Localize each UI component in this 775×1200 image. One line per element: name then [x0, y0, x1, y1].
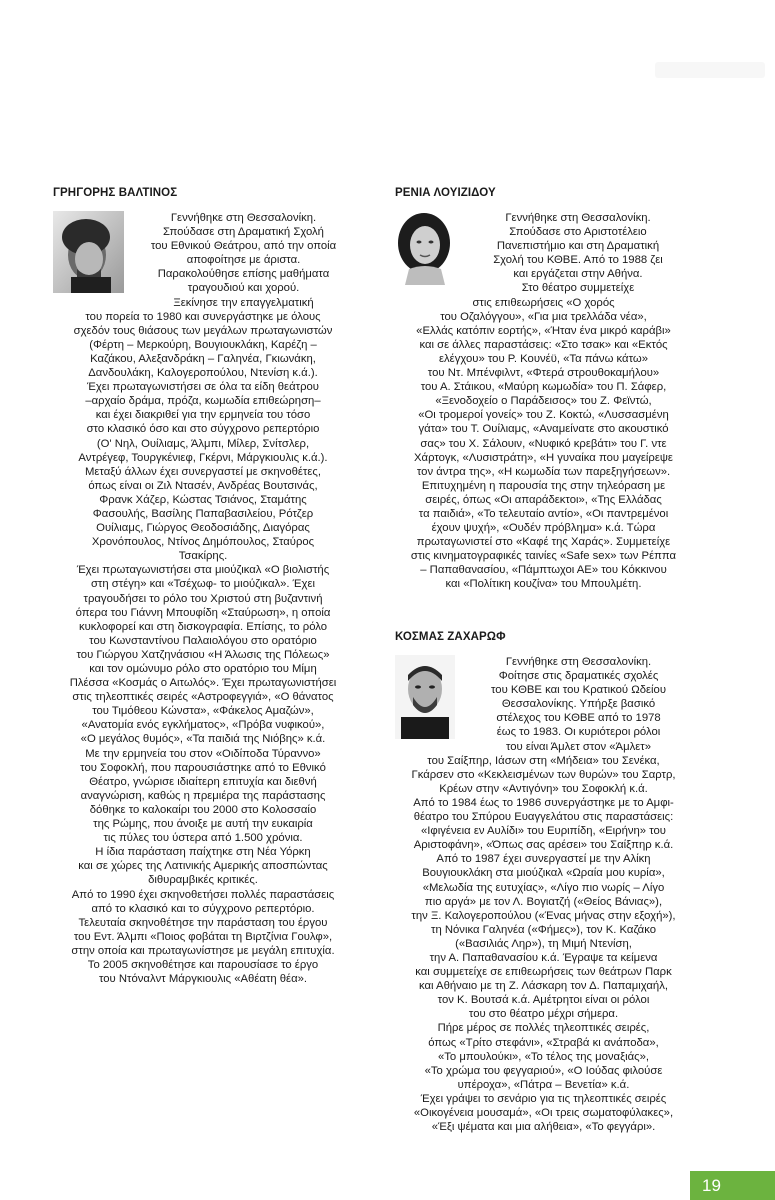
bio-line: όπως είναι οι Ζιλ Ντασέν, Ανδρέας Βουτσινάς, — [88, 479, 318, 492]
bio-line: Με την ερμηνεία του στον «Οιδίποδα Τύραννο» — [85, 747, 321, 760]
portrait-photo-zaharof — [395, 655, 455, 739]
bio-line: Έχει πρωταγωνιστήσει σε όλα τα είδη θεάτρου — [87, 381, 319, 394]
bio-line: όπως «Τρίτο στεφάνι», «Στραβά κι ανάποδα», — [428, 1036, 659, 1049]
bio-line: τραγουδήσει το ρόλο του Χριστού στη βυζαντινή — [83, 592, 323, 605]
bio-name: ΡΕΝΙΑ ΛΟΥΙΖΙΔΟΥ — [395, 187, 496, 199]
bio-line: της Ρώμης, που άνοιξε με αυτή την ευκαιρία — [93, 818, 313, 831]
bio-line: Καζάκου, Αλεξανδράκη – Γαληνέα, Γκιωνάκη, — [90, 352, 316, 365]
bio-line: Σχολή του ΚΘΒΕ. Από το 1988 ζει — [493, 254, 663, 267]
bio-line: στο κλασικό όσο και στο σύγχρονο ρεπερτόριο — [86, 423, 320, 436]
bio-line: Πανεπιστήμιο και στη Δραματική — [496, 240, 660, 253]
bio-line: και Αθήναιο με τη Ζ. Λάσκαρη τον Δ. Παπαμιχαήλ, — [418, 980, 668, 993]
bio-text — [53, 211, 353, 986]
bio-line: Ουίλιαμς, Γιώργος Θεοδοσιάδης, Διαγόρας — [96, 522, 310, 535]
bio-line: του Εντ. Άλμπι «Ποιος φοβάται τη Βιρτζίνια Γουλφ», — [73, 930, 333, 943]
bio-line: γάτα» του Τ. Ουίλιαμς, «Αναμείνατε στο ακουστικό — [418, 423, 669, 436]
bio-line: Γεννήθηκε στη Θεσσαλονίκη. — [505, 212, 651, 224]
bio-line: «Το χρώμα του φεγγαριού», «Ο Ιούδας φιλούσε — [424, 1064, 663, 1077]
bio-line: και εργάζεται στην Αθήνα. — [513, 268, 643, 281]
bio-text — [395, 655, 692, 1134]
bio-line: στην οποία και πρωταγωνίστησε με μεγάλη επιτυχία. — [71, 944, 335, 957]
bio-line: τον άντρα της», «Η κωμωδία των παρεξηγήσεων». — [416, 465, 671, 478]
bio-line: στις κινηματογραφικές ταινίες «Safe sex» των Ρέππα — [410, 550, 677, 563]
bio-line: (Ο' Νηλ, Ουίλιαμς, Άλμπι, Μίλερ, Σνίτσλερ, — [96, 437, 310, 450]
bio-line: Φοίτησε στις δραματικές σχολές — [498, 670, 659, 683]
bio-valtinos — [53, 186, 353, 986]
bio-line: «Ελλάς κατόπιν εορτής», «Ήταν ένα μικρό καράβι» — [416, 324, 671, 337]
bio-line: Αντρέγεφ, Τουργκένιεφ, Γκέρνι, Μάργκιουλις κ.ά.). — [78, 451, 328, 464]
bio-line: και τον ομώνυμο ρόλο στο ορατόριο του Μίμη — [89, 663, 317, 675]
bio-name: ΓΡΗΓΟΡΗΣ ΒΑΛΤΙΝΟΣ — [53, 187, 178, 199]
page-number-tab — [690, 1171, 775, 1200]
bio-line: τραγουδιού και χορού. — [187, 282, 300, 295]
bio-line: δόθηκε το καλοκαίρι του 2000 στο Κολοσσαίο — [89, 803, 317, 816]
bio-line: Χάρτογκ, «Λυσιστράτη», «Η γυναίκα που μαγείρεψε — [414, 451, 673, 464]
bio-line: του πορεία το 1980 και συνεργάστηκε με όλους — [85, 310, 321, 323]
bio-line: ελέγχου» του Ρ. Κουνέϋ, «Τα πάνω κάτω» — [439, 352, 648, 365]
bio-line: όπερα του Γιάννη Μπουφίδη «Σταύρωση», η οποία — [75, 606, 331, 619]
bio-louizidou — [395, 186, 692, 592]
bio-line: του Ντόναλντ Μάργκιουλις «Αθέατη θέα». — [98, 973, 308, 986]
bio-line: τα παιδιά», «Το τελευταίο αντίο», «Οι παντρεμένοι — [418, 507, 669, 520]
portrait-photo-valtinos — [53, 211, 124, 293]
bio-line: Έχει γράψει το σενάριο για τις τηλεοπτικές σειρές — [420, 1092, 667, 1105]
bio-line: Τελευταία σκηνοθέτησε την παράσταση του έργου — [78, 916, 328, 929]
bio-line: του Σαίξπηρ, Ιάσων στη «Μήδεια» του Σενέκα, — [427, 754, 660, 767]
bio-line: – Παπαθανασίου, «Πάμπτωχοι ΑΕ» του Κόκκινου — [420, 564, 667, 577]
bio-name: ΚΟΣΜΑΣ ΖΑΧΑΡΩΦ — [395, 631, 506, 643]
bio-line: «Το μπουλούκι», «Το τέλος της μοναξιάς», — [437, 1050, 650, 1063]
bio-line: του Οζαλόγγου», «Για μια τρελλάδα νέα», — [440, 310, 647, 323]
bio-line: Φασουλής, Βασίλης Παπαβασιλείου, Ρότζερ — [92, 507, 314, 520]
bio-line: Πήρε μέρος σε πολλές τηλεοπτικές σειρές, — [437, 1022, 650, 1035]
bio-line: Γεννήθηκε στη Θεσσαλονίκη. — [170, 212, 317, 224]
bio-line: Θέατρο, γνώρισε ιδιαίτερη επιτυχία και διεθνή — [89, 775, 317, 788]
bio-line: Ξεκίνησε την επαγγελματική — [173, 296, 314, 309]
bio-line: του Α. Στάικου, «Μαύρη κωμωδία» του Π. Σάφερ, — [420, 381, 667, 394]
bio-line: του Κωνσταντίνου Παλαιολόγου στο ορατόριο — [89, 634, 317, 647]
bio-line: στέλεχος του ΚΘΒΕ από το 1978 — [496, 712, 661, 725]
bio-line: Από το 1990 έχει σκηνοθετήσει πολλές παραστάσεις — [71, 888, 335, 901]
bio-line: έως το 1983. Οι κυριότεροι ρόλοι — [496, 726, 661, 739]
bio-line: «Ανατομία ενός εγκλήματος», «Πρόβα νυφικού», — [81, 719, 325, 732]
bio-line: και σε άλλες παραστάσεις: «Στο τσακ» και «Εκτός — [419, 338, 668, 351]
bio-line: την Α. Παπαθανασίου κ.ά. Έγραψε τα κείμενα — [429, 951, 658, 964]
bio-line: του ΚΘΒΕ και του Κρατικού Ωδείου — [491, 684, 666, 697]
bio-line: πρωταγωνιστεί στο «Καφέ της Χαράς». Συμμετείχε — [416, 536, 671, 549]
bio-line: Κρέων στην «Αντιγόνη» του Σοφοκλή κ.ά. — [439, 782, 648, 795]
bio-line: την Ξ. Καλογεροπούλου («Ένας μήνας στην εξοχή»), — [411, 909, 676, 922]
bio-line: «Ξενοδοχείο ο Παράδεισος» του Ζ. Φεϊντώ, — [435, 395, 652, 408]
bio-line: Δανδουλάκη, Καλογεροπούλου, Ντενίση κ.ά.). — [88, 367, 318, 380]
bio-line: σχεδόν τους θιάσους των μεγάλων πρωταγωνιστών — [73, 324, 333, 337]
bio-line: Η ίδια παράσταση παίχτηκε στη Νέα Υόρκη — [95, 846, 311, 859]
bio-line: και συμμετείχε σε επιθεωρήσεις των θεάτρων Παρκ — [415, 966, 672, 979]
bio-line: Πλέσσα «Κοσμάς ο Αιτωλός». Έχει πρωταγωνιστήσει — [69, 677, 337, 690]
bio-line: (Φέρτη – Μερκούρη, Βουγιουκλάκη, Καρέζη – — [89, 338, 317, 351]
bio-line: και έχει διακριθεί για την ερμηνεία του τόσο — [95, 409, 311, 422]
bio-line: του είναι Άμλετ στον «Άμλετ» — [505, 740, 652, 753]
bio-line: Θεσσαλονίκης. Υπήρξε βασικό — [501, 698, 656, 711]
bio-line: θέατρο του Σπύρου Ευαγγελάτου στις παραστάσεις: — [413, 811, 674, 824]
bio-line: διθυραμβικές κριτικές. — [148, 874, 258, 887]
bio-line: («Βασιλιάς Ληρ»), τη Μιμή Ντενίση, — [455, 937, 632, 950]
bio-line: τις πύλες του ύστερα από 1.500 χρόνια. — [103, 832, 303, 845]
bio-line: πιο αργά» με τον Λ. Βογιατζή («Θείος Βάνιας»), — [424, 895, 663, 908]
bio-line: στη στέγη» και «Τσέχωφ- το μιούζικαλ». Έχει — [90, 578, 316, 591]
bio-line: Στο θέατρο συμμετείχε — [521, 282, 635, 295]
bio-line: Μεταξύ άλλων έχει συνεργαστεί με σκηνοθέτες, — [84, 465, 322, 478]
bio-line: Από το 1987 έχει συνεργαστεί με την Αλίκη — [436, 853, 651, 866]
bio-line: Έχει πρωταγωνιστήσει στα μιούζικαλ «Ο βιολιστής — [76, 564, 330, 577]
bio-line: «Οικογένεια μουσαμά», «Οι τρεις σωματοφύλακες», — [413, 1107, 674, 1119]
bio-line: Σπούδασε στη Δραματική Σχολή — [163, 226, 324, 239]
bio-line: Βουγιουκλάκη στα μιούζικαλ «Ωραία μου κυρία», — [422, 867, 665, 880]
bio-line: αναγνώριση, καθώς η πρεμιέρα της παράστασης — [80, 789, 326, 802]
bio-line: –αρχαίο δράμα, πρόζα, κωμωδία επιθεώρηση– — [85, 395, 321, 408]
bio-text — [395, 211, 692, 592]
bio-line: έχουν ψυχή», «Ουδέν πρόβλημα» κ.ά. Τώρα — [431, 522, 656, 535]
bio-line: και σε χώρες της Λατινικής Αμερικής αποσπώντας — [78, 860, 328, 873]
bio-line: «Έξι ψέματα και μια αλήθεια», «Το φεγγάρι». — [431, 1121, 656, 1134]
faint-scan-artifact — [655, 62, 765, 78]
bio-line: Παρακολούθησε επίσης μαθήματα — [157, 268, 330, 281]
bio-line: «Οι τρομεροί γονείς» του Ζ. Κοκτώ, «Λυσσασμένη — [418, 409, 669, 422]
page-number: 19 — [702, 1175, 721, 1195]
bio-line: στις τηλεοπτικές σειρές «Αστροφεγγιά», «Ο θάνατος — [72, 691, 334, 704]
bio-line: από το κλασικό και το σύγχρονο ρεπερτόριο. — [91, 902, 315, 915]
bio-line: «Ο μεγάλος θυμός», «Τα παιδιά της Νιόβης» κ.ά. — [80, 733, 326, 746]
bio-line: κυκλοφορεί και στη δισκογραφία. Επίσης, το ρόλο — [78, 620, 328, 633]
bio-line: του Εθνικού Θεάτρου, από την οποία — [150, 240, 337, 253]
bio-line: Γκάρσεν στο «Κεκλεισμένων των θυρών» του Σαρτρ, — [411, 768, 676, 781]
portrait-photo-louizidou — [395, 211, 454, 285]
bio-line: του Σοφοκλή, που παρουσιάστηκε από το Εθνικό — [80, 761, 326, 774]
bio-line: «Μελωδία της ευτυχίας», «Λίγο πιο νωρίς – Λίγο — [422, 881, 665, 894]
bio-line: Επιτυχημένη η παρουσία της στην τηλεόραση με — [421, 479, 666, 492]
bio-line: Χρονόπουλος, Ντίνος Δημόπουλος, Σταύρος — [91, 536, 315, 549]
bio-line: σειρές, όπως «Οι απαράδεκτοι», «Της Ελλάδας — [425, 493, 662, 506]
bio-line: Αριστοφάνη», «Όπως σας αρέσει» του Σαίξπηρ κ.ά. — [413, 839, 674, 852]
bio-line: του στο θέατρο μέχρι σήμερα. — [468, 1008, 619, 1021]
bio-line: Σπούδασε στο Αριστοτέλειο — [509, 226, 647, 239]
bio-line: του Τιμόθεου Κώνστα», «Φάκελος Αμαζών», — [92, 705, 314, 718]
bio-line: «Ιφιγένεια εν Αυλίδι» του Ευριπίδη, «Ειρήνη» του — [421, 825, 666, 838]
bio-line: σας» του Χ. Σάλουιν, «Νυφικό κρεβάτι» του Γ. ντε — [420, 437, 667, 450]
bio-line: του Γιώργου Χατζηνάσιου «Η Άλωσις της Πόλεως» — [76, 648, 330, 661]
bio-zaharof — [395, 630, 692, 1134]
bio-line: υπέροχα», «Πάτρα – Βενετία» κ.ά. — [457, 1078, 630, 1091]
bio-line: τον Κ. Βουτσά κ.ά. Αμέτρητοι είναι οι ρόλοι — [437, 994, 650, 1007]
bio-line: αποφοίτησε με άριστα. — [186, 254, 301, 267]
bio-line: Τσακίρης. — [178, 550, 228, 563]
bio-line: Το 2005 σκηνοθέτησε και παρουσίασε το έργο — [87, 958, 319, 971]
bio-line: τη Νόνικα Γαληνέα («Φήμες»), τον Κ. Καζάκο — [430, 923, 657, 936]
bio-line: του Ντ. Μπένφιλντ, «Φτερά στρουθοκαμήλου» — [427, 367, 660, 380]
bio-line: Από το 1984 έως το 1986 συνεργάστηκε με το Αμφι- — [413, 796, 674, 809]
bio-line: Γεννήθηκε στη Θεσσαλονίκη. — [505, 656, 652, 668]
bio-line: στις επιθεωρήσεις «Ο χορός — [472, 296, 615, 309]
bio-line: Φρανκ Χάζερ, Κώστας Τσιάνος, Σταμάτης — [99, 493, 307, 506]
bio-line: και «Πολίτικη κουζίνα» του Μπουλμέτη. — [445, 578, 642, 591]
